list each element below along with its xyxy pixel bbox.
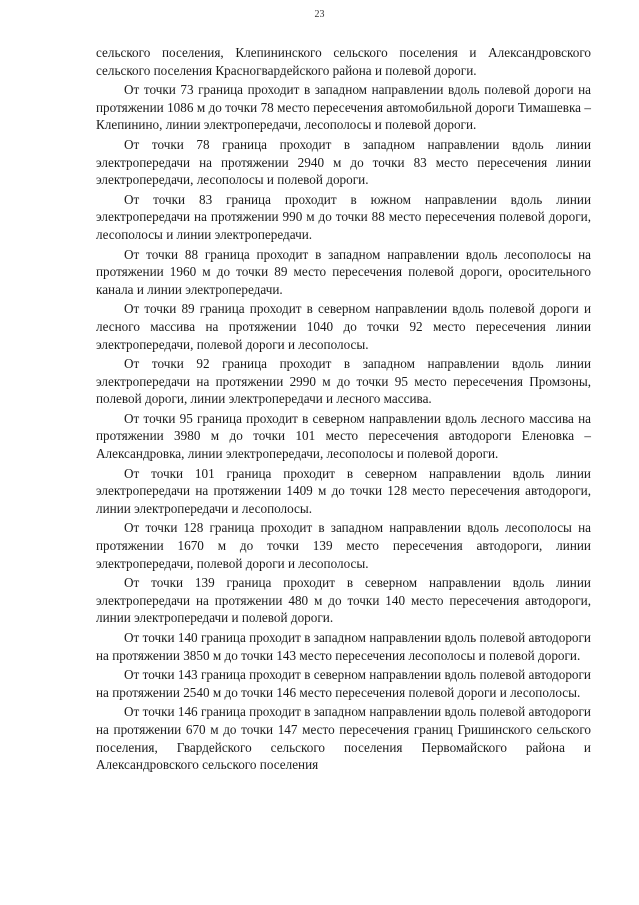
paragraph-continuation: сельского поселения, Клепининского сельского поселения и Александровского сельского поселения Красногвардейского района и полевой дороги. <box>96 45 591 78</box>
paragraph-point-140: От точки 140 граница проходит в западном направлении вдоль полевой автодороги на протяжении 3850 м до точки 143 место пересечения лесополосы и полевой дороги. <box>96 630 591 663</box>
paragraph-point-95: От точки 95 граница проходит в северном направлении вдоль лесного массива на протяжении 3980 м до точки 101 место пересечения автодороги Еленовка – Александровка, линии электропередачи, лесополосы и полевой дороги. <box>96 410 591 462</box>
paragraph-point-143: От точки 143 граница проходит в северном направлении вдоль полевой автодороги на протяжении 2540 м до точки 146 место пересечения полевой дороги и лесополосы. <box>96 667 591 700</box>
paragraph-point-139: От точки 139 граница проходит в северном направлении вдоль линии электропередачи на протяжении 480 м до точки 140 место пересечения автодороги, линии электропередачи и полевой дороги. <box>96 575 591 626</box>
paragraph-point-92: От точки 92 граница проходит в западном направлении вдоль линии электропередачи на протяжении 2990 м до точки 95 место пересечения Промзоны, полевой дороги, линии электропередачи и лесного массива. <box>96 356 591 407</box>
paragraph-point-78: От точки 78 граница проходит в западном направлении вдоль линии электропередачи на протяжении 2940 м до точки 83 место пересечения линии электропередачи, лесополосы и полевой дороги. <box>96 136 591 188</box>
paragraph-point-146: От точки 146 граница проходит в западном направлении вдоль полевой автодороги на протяжении 670 м до точки 147 место пересечения границ Гришинского сельского поселения, Гвардейского сельского поселения Первомайского района и Александровского сельского поселения <box>96 704 591 773</box>
paragraph-point-128: От точки 128 граница проходит в западном направлении вдоль лесополосы на протяжении 1670 м до точки 139 место пересечения автодороги, линии электропередачи, полевой дороги и лесополосы. <box>96 520 591 571</box>
page-number: 23 <box>314 9 325 20</box>
paragraph-point-89: От точки 89 граница проходит в северном направлении вдоль полевой дороги и лесного массива на протяжении 1040 до точки 92 место пересечения линии электропередачи, полевой дороги и лесополосы. <box>96 301 591 352</box>
paragraph-point-73: От точки 73 граница проходит в западном направлении вдоль полевой дороги на протяжении 1086 м до точки 78 место пересечения автомобильной дороги Тимашевка – Клепинино, линии электропередачи, лесополосы и полевой дороги. <box>96 82 591 133</box>
paragraph-point-83: От точки 83 граница проходит в южном направлении вдоль линии электропередачи на протяжении 990 м до точки 88 место пересечения полевой дороги, лесополосы и линии электропередачи. <box>96 191 591 242</box>
paragraph-point-88: От точки 88 граница проходит в западном направлении вдоль лесополосы на протяжении 1960 м до точки 89 место пересечения полевой дороги, оросительного канала и линии электропередачи. <box>96 246 591 297</box>
paragraph-point-101: От точки 101 граница проходит в северном направлении вдоль линии электропередачи на протяжении 1409 м до точки 128 место пересечения автодороги, линии электропередачи и лесополосы. <box>96 465 591 516</box>
